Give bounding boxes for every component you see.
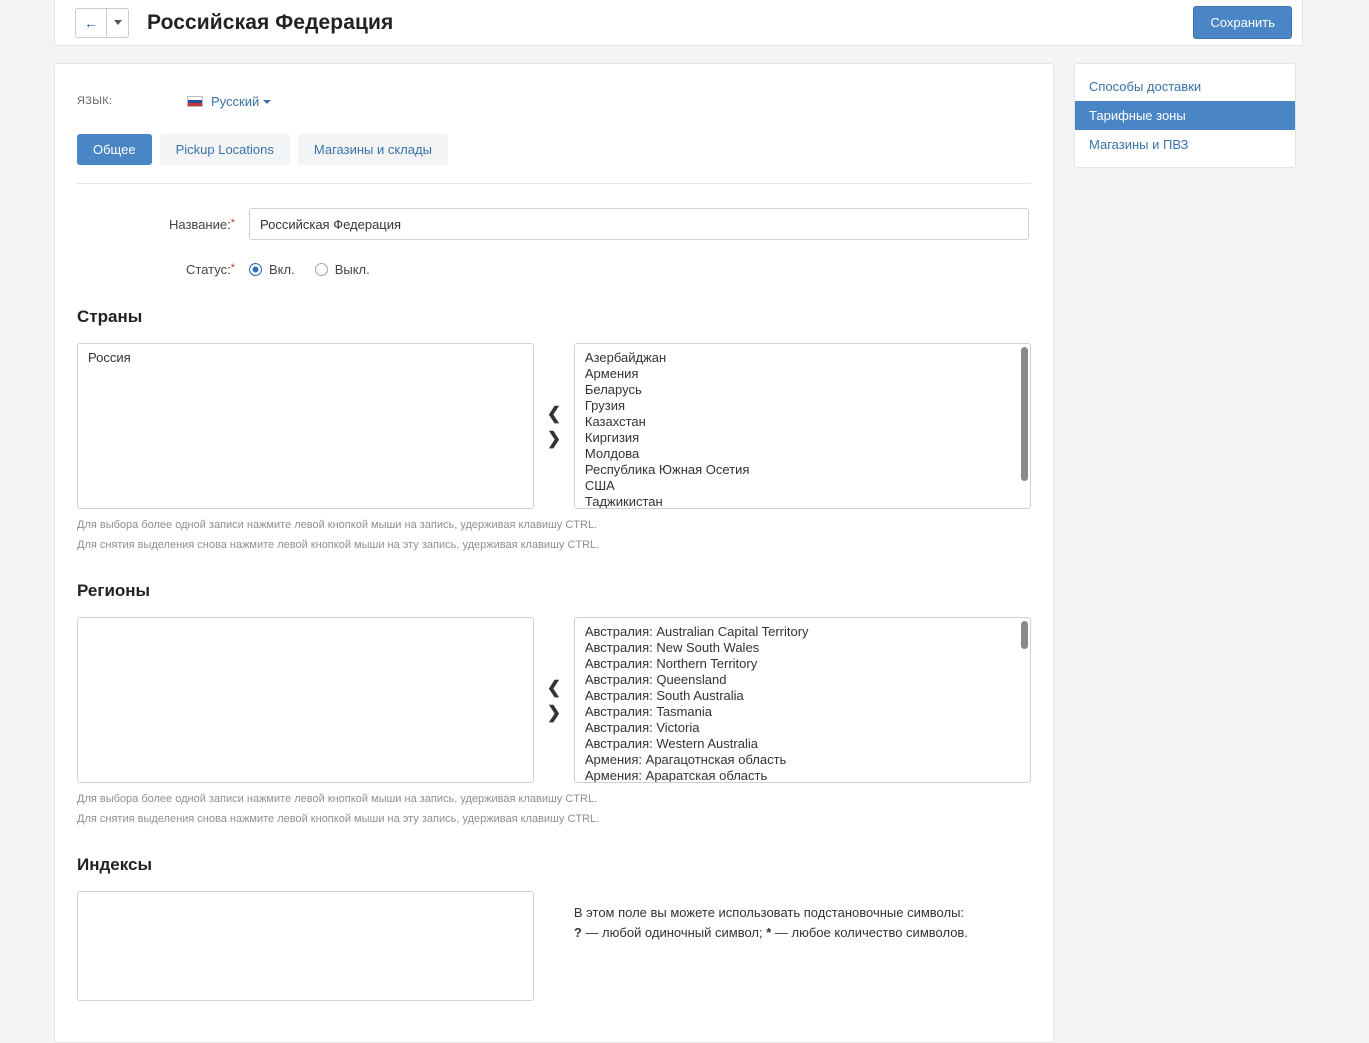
regions-hint-1: Для выбора более одной записи нажмите левой кнопкой мыши на запись, удерживая клавишу CTRL. (77, 793, 598, 805)
status-row (77, 262, 1031, 277)
status-option-on[interactable] (249, 262, 295, 277)
save-button[interactable]: Сохранить (1193, 6, 1292, 39)
list-item[interactable]: Беларусь (584, 382, 642, 397)
indexes-wildcard-help (574, 891, 1031, 943)
arrow-left-icon[interactable]: ← (75, 8, 107, 38)
list-item[interactable]: Австралия: Australian Capital Territory (584, 624, 809, 639)
list-item[interactable]: Киргизия (584, 430, 640, 445)
list-item[interactable]: Австралия: Western Australia (584, 736, 758, 751)
wildcard-question-symbol: ? (573, 925, 582, 940)
status-label-text: Статус: (186, 262, 231, 277)
indexes-row (77, 891, 1031, 1001)
wildcard-star-symbol: * (766, 925, 772, 940)
name-label (77, 217, 249, 232)
status-option-off[interactable] (315, 262, 370, 277)
list-item[interactable]: Армения: Араратская область (584, 768, 768, 783)
countries-list-scrollbar[interactable] (1021, 347, 1028, 481)
status-radio-group (249, 262, 370, 277)
list-item[interactable]: Россия (88, 350, 131, 365)
name-label-text: Название: (169, 216, 231, 232)
wildcard-star-text: — любое количество символов. (771, 925, 968, 940)
page-title: Российская Федерация (147, 10, 394, 34)
regions-available-list[interactable] (574, 617, 1031, 783)
radio-off-icon[interactable] (315, 263, 328, 276)
countries-hint-1: Для выбора более одной записи нажмите левой кнопкой мыши на запись, удерживая клавишу CTRL. (77, 519, 598, 531)
list-item[interactable]: США (584, 478, 615, 493)
status-off-label: Выкл. (334, 262, 370, 277)
indexes-section-title: Индексы (77, 855, 152, 874)
ru-flag-icon (187, 96, 203, 107)
move-right-icon[interactable]: ❯ (546, 703, 562, 722)
indexes-textarea[interactable] (77, 891, 534, 1001)
language-selector[interactable] (211, 94, 271, 109)
sidebar-item-tariff-zones[interactable]: Тарифные зоны (1075, 101, 1295, 130)
move-right-icon[interactable]: ❯ (546, 429, 562, 448)
chevron-down-icon (114, 20, 122, 25)
wildcard-line-1: В этом поле вы можете использовать подстановочные символы: (573, 905, 965, 920)
countries-selected-list[interactable] (77, 343, 534, 509)
list-item[interactable]: Казахстан (584, 414, 646, 429)
list-item[interactable]: Армения (584, 366, 639, 381)
countries-section-title: Страны (77, 307, 143, 326)
tab-stores-warehouses[interactable]: Магазины и склады (298, 134, 448, 165)
language-label: ЯЗЫК: (77, 95, 113, 107)
list-item[interactable]: Азербайджан (584, 350, 667, 365)
radio-on-icon[interactable] (249, 263, 262, 276)
regions-hint-2: Для снятия выделения снова нажмите левой кнопкой мыши на эту запись, удерживая клавишу CTRL. (77, 813, 600, 825)
countries-hint-2: Для снятия выделения снова нажмите левой кнопкой мыши на эту запись, удерживая клавишу CTRL. (77, 539, 600, 551)
sidebar-item-shipping-methods[interactable]: Способы доставки (1089, 79, 1202, 94)
name-input[interactable] (249, 208, 1029, 240)
regions-list-scrollbar[interactable] (1021, 621, 1028, 649)
regions-transfer-arrows (534, 679, 574, 721)
language-value: Русский (211, 93, 260, 109)
list-item[interactable]: Таджикистан (584, 494, 663, 509)
countries-available-list[interactable] (574, 343, 1031, 509)
sidebar-item-stores-pickup[interactable]: Магазины и ПВЗ (1089, 137, 1189, 152)
list-item[interactable]: Австралия: Victoria (584, 720, 700, 735)
regions-selected-list[interactable] (77, 617, 534, 783)
main-content-card (54, 63, 1054, 1043)
back-dropdown-toggle[interactable] (107, 8, 129, 38)
tab-bar (77, 134, 1031, 184)
countries-transfer-arrows (534, 405, 574, 447)
countries-dual-list (77, 343, 1031, 509)
tab-general[interactable]: Общее (77, 134, 152, 165)
right-sidebar (1074, 63, 1296, 168)
list-item[interactable]: Австралия: Tasmania (584, 704, 712, 719)
list-item[interactable]: Армения: Арагацотнская область (584, 752, 787, 767)
chevron-down-icon (263, 100, 271, 104)
required-marker: * (230, 216, 235, 229)
back-button-group[interactable] (75, 8, 129, 38)
regions-section-title: Регионы (77, 581, 151, 600)
list-item[interactable]: Австралия: New South Wales (584, 640, 760, 655)
status-on-label: Вкл. (269, 262, 295, 277)
tab-pickup-locations[interactable]: Pickup Locations (160, 134, 290, 165)
list-item[interactable]: Грузия (584, 398, 626, 413)
wildcard-line-2 (574, 923, 1031, 943)
move-left-icon[interactable]: ❮ (546, 678, 562, 697)
status-label (77, 262, 249, 277)
list-item[interactable]: Молдова (584, 446, 640, 461)
language-row (77, 90, 1031, 112)
required-marker: * (230, 262, 235, 274)
top-toolbar (54, 0, 1303, 46)
name-row (77, 208, 1031, 240)
list-item[interactable]: Австралия: Northern Territory (584, 656, 758, 671)
list-item[interactable]: Австралия: South Australia (584, 688, 744, 703)
wildcard-question-text: — любой одиночный символ; (581, 925, 767, 940)
move-left-icon[interactable]: ❮ (546, 404, 562, 423)
regions-dual-list (77, 617, 1031, 783)
list-item[interactable]: Австралия: Queensland (584, 672, 727, 687)
list-item[interactable]: Республика Южная Осетия (584, 462, 750, 477)
